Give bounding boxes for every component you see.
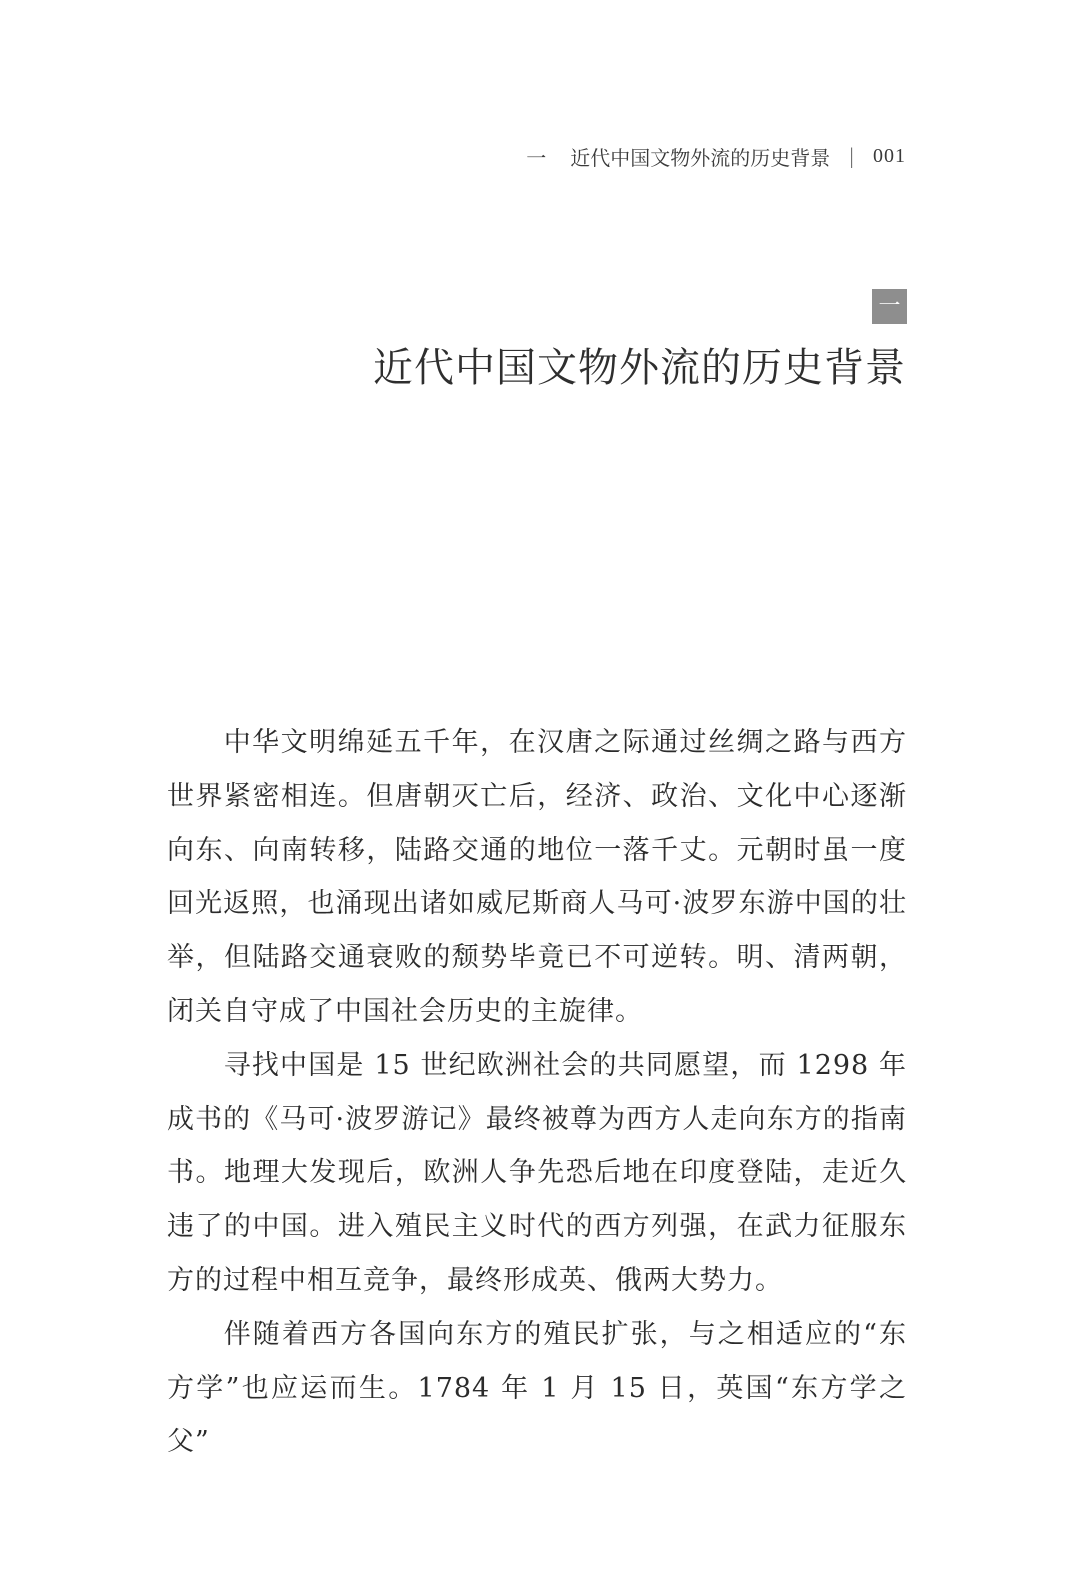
- running-header: [526, 138, 906, 174]
- chapter-number: 一: [878, 293, 901, 319]
- body-text: [167, 716, 907, 1469]
- paragraph: 伴随着西方各国向东方的殖民扩张，与之相适应的“东方学”也应运而生。1784 年 1 月 15 日，英国“东方学之父”: [167, 1318, 907, 1458]
- page-number: 001: [873, 144, 906, 167]
- header-separator: |: [848, 144, 855, 168]
- header-chapter-title: 近代中国文物外流的历史背景: [570, 145, 831, 170]
- paragraph: 寻找中国是 15 世纪欧洲社会的共同愿望，而 1298 年成书的《马可·波罗游记》最终被尊为西方人走向东方的指南书。地理大发现后，欧洲人争先恐后地在印度登陆，走近久违了的中国。进入殖民主义时代的西方列强，在武力征服东方的过程中相互竞争，最终形成英、俄两大势力。: [167, 1049, 907, 1296]
- header-chapter-number: 一: [526, 145, 547, 170]
- chapter-title: 近代中国文物外流的历史背景: [373, 345, 906, 391]
- paragraph: 中华文明绵延五千年，在汉唐之际通过丝绸之路与西方世界紧密相连。但唐朝灭亡后，经济、政治、文化中心逐渐向东、向南转移，陆路交通的地位一落千丈。元朝时虽一度回光返照，也涌现出诸如威尼斯商人马可·波罗东游中国的壮举，但陆路交通衰败的颓势毕竟已不可逆转。明、清两朝，闭关自守成了中国社会历史的主旋律。: [167, 727, 907, 1027]
- chapter-number-badge: [872, 289, 907, 324]
